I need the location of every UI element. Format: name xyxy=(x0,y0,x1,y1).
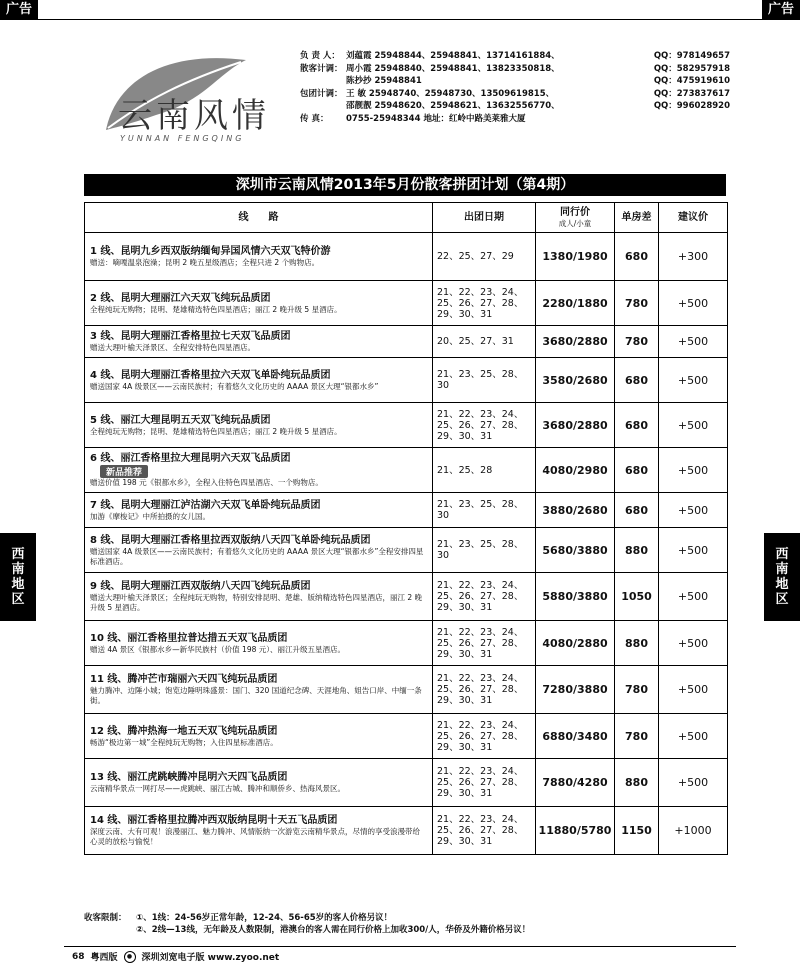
top-rule xyxy=(0,19,800,20)
route-cell xyxy=(85,621,433,666)
route-cell xyxy=(85,281,433,326)
contact-row xyxy=(300,88,730,101)
contact-value: 王 敏 25948740、25948730、13509619815、 xyxy=(346,88,555,99)
single-supplement: 680 xyxy=(615,493,659,528)
single-supplement: 880 xyxy=(615,528,659,573)
contact-qq: QQ：978149657 xyxy=(653,51,730,61)
departure-dates: 20、25、27、31 xyxy=(433,326,536,358)
departure-dates: 21、22、23、24、25、26、27、28、29、30、31 xyxy=(433,573,536,621)
contact-value: 陈抄抄 25948841 xyxy=(346,76,422,87)
route-name: 1 线、昆明九乡西双版纳缅甸异国风情六天双飞特价游 xyxy=(90,246,331,257)
contact-row xyxy=(300,50,730,63)
single-supplement: 680 xyxy=(615,358,659,403)
departure-dates: 21、22、23、24、25、26、27、28、29、30、31 xyxy=(433,666,536,714)
single-supplement: 880 xyxy=(615,621,659,666)
suggested-markup: +500 xyxy=(659,714,728,759)
suggested-markup: +1000 xyxy=(659,807,728,855)
departure-dates: 22、25、27、29 xyxy=(433,233,536,281)
table-row xyxy=(85,493,728,528)
table-row xyxy=(85,233,728,281)
table-row xyxy=(85,528,728,573)
route-name: 4 线、昆明大理丽江香格里拉六天双飞单卧纯玩品质团 xyxy=(90,369,331,381)
table-row xyxy=(85,714,728,759)
header-price-sub: 成人/小童 xyxy=(558,218,592,228)
suggested-markup: +500 xyxy=(659,281,728,326)
single-supplement: 780 xyxy=(615,666,659,714)
footer-rule xyxy=(64,946,736,947)
suggested-markup: +500 xyxy=(659,759,728,807)
single-supplement: 780 xyxy=(615,281,659,326)
route-desc: 赠送大理叶榆天泽景区；全程纯玩无购物，特别安排昆明、楚雄、版纳精选特色四星酒店，丽江 2 晚升级 5 星酒店。 xyxy=(90,593,423,612)
contact-row xyxy=(300,75,730,88)
route-desc: 赠送价值 198 元《银都水乡》，全程入住特色四星酒店、一个购物店。 xyxy=(90,478,323,487)
notes-label-spacer xyxy=(84,924,136,936)
route-desc: 魅力腾冲、边陲小城；饱览边陲明珠盛景：国门、320 国道纪念碑、天涯地角、姐告口岸、中缅一条街。 xyxy=(90,686,422,705)
contact-label: 负 责 人： xyxy=(300,51,340,61)
single-supplement: 880 xyxy=(615,759,659,807)
ad-tag-right: 广告 xyxy=(762,0,800,20)
trade-price: 5880/3880 xyxy=(536,573,615,621)
table-row xyxy=(85,573,728,621)
departure-dates: 21、23、25、28、30 xyxy=(433,493,536,528)
contact-value: 0755-25948344 地址：红岭中路美莱雅大厦 xyxy=(346,113,526,124)
route-cell xyxy=(85,448,433,493)
suggested-markup: +500 xyxy=(659,666,728,714)
contact-info xyxy=(300,50,730,126)
single-supplement: 780 xyxy=(615,326,659,358)
suggested-markup: +500 xyxy=(659,448,728,493)
route-cell xyxy=(85,493,433,528)
table-header-row xyxy=(85,203,728,233)
route-desc: 深度云南、大有可观！浪漫丽江、魅力腾冲、风情版纳一次游览云南精华景点，尽情的享受浪漫带给心灵的放松与愉悦！ xyxy=(90,827,420,846)
route-cell xyxy=(85,714,433,759)
route-name: 2 线、昆明大理丽江六天双飞纯玩品质团 xyxy=(90,292,271,304)
trade-price: 7280/3880 xyxy=(536,666,615,714)
region-tab-right xyxy=(764,533,800,621)
route-table xyxy=(84,202,728,855)
departure-dates: 21、23、25、28、30 xyxy=(433,528,536,573)
header-dates: 出团日期 xyxy=(433,203,536,233)
table-row xyxy=(85,666,728,714)
suggested-markup: +500 xyxy=(659,573,728,621)
logo-english-name: YUNNAN FENGQING xyxy=(120,134,245,143)
notes-row xyxy=(84,924,744,936)
header-price xyxy=(536,203,615,233)
contact-value: 周小霞 25948840、25948841、13823350818、 xyxy=(346,63,560,74)
region-char: 地 xyxy=(775,577,789,592)
header-price-label: 同行价 xyxy=(560,206,590,218)
region-char: 南 xyxy=(11,562,25,577)
trade-price: 4080/2880 xyxy=(536,621,615,666)
contact-label: 包团计调： xyxy=(300,88,343,99)
route-desc: 畅游“极边第一城”全程纯玩无购物；入住四星标准酒店。 xyxy=(90,737,278,747)
trade-price: 2280/1880 xyxy=(536,281,615,326)
table-row xyxy=(85,281,728,326)
notes-label: 收客限制： xyxy=(84,913,127,923)
route-name: 3 线、昆明大理丽江香格里拉七天双飞品质团 xyxy=(90,331,291,342)
suggested-markup: +500 xyxy=(659,621,728,666)
departure-dates: 21、22、23、24、25、26、27、28、29、30、31 xyxy=(433,281,536,326)
table-row xyxy=(85,358,728,403)
trade-price: 4080/2980 xyxy=(536,448,615,493)
route-name: 9 线、昆明大理丽江西双版纳八天四飞纯玩品质团 xyxy=(90,581,311,592)
route-cell xyxy=(85,807,433,855)
trade-price: 3580/2680 xyxy=(536,358,615,403)
ad-tag-left: 广告 xyxy=(0,0,38,20)
single-supplement: 680 xyxy=(615,403,659,448)
magazine-edition: 粤西版 xyxy=(90,953,118,963)
departure-dates: 21、23、25、28、30 xyxy=(433,358,536,403)
table-row xyxy=(85,621,728,666)
table-row xyxy=(85,403,728,448)
new-product-badge: 新品推荐 xyxy=(100,465,148,478)
route-name: 10 线、丽江香格里拉普达措五天双飞品质团 xyxy=(90,632,288,644)
page-title: 深圳市云南风情2013年5月份散客拼团计划（第4期） xyxy=(84,174,726,196)
contact-label xyxy=(300,75,346,88)
contact-row xyxy=(300,63,730,76)
route-desc: 全程纯玩无购物；昆明、楚雄精选特色四星酒店；丽江 2 晚升级 5 星酒店。 xyxy=(90,304,342,314)
page-number: 68 xyxy=(72,951,85,962)
header-route: 线 路 xyxy=(85,203,433,233)
route-desc: 赠送：嘀嘎温泉泡澡；昆明 2 晚五星级酒店；全程只进 2 个购物店。 xyxy=(90,258,320,267)
contact-label: 传 真： xyxy=(300,113,329,124)
table-row xyxy=(85,759,728,807)
trade-price: 3680/2880 xyxy=(536,403,615,448)
route-name: 13 线、丽江虎跳峡腾冲昆明六天四飞品质团 xyxy=(90,772,288,783)
region-char: 地 xyxy=(11,577,25,592)
region-char: 南 xyxy=(775,562,789,577)
route-name: 7 线、昆明大理丽江泸沽湖六天双飞单卧纯玩品质团 xyxy=(90,499,321,511)
route-name: 8 线、昆明大理丽江香格里拉西双版纳八天四飞单卧纯玩品质团 xyxy=(90,534,371,546)
notes-line: ②、2线—13线，无年龄及人数限制，港澳台的客人需在同行价格上加收300/人，华侨及外籍价格另议！ xyxy=(136,925,531,935)
notes-row xyxy=(84,912,744,924)
route-desc: 赠送大理叶榆天泽景区、全程安排特色四星酒店。 xyxy=(90,343,255,352)
header-suggest: 建议价 xyxy=(659,203,728,233)
single-supplement: 680 xyxy=(615,448,659,493)
region-char: 区 xyxy=(775,592,789,607)
region-char: 西 xyxy=(11,547,25,562)
contact-value: 刘蕴霞 25948844、25948841、13714161884、 xyxy=(346,51,560,61)
contact-label xyxy=(300,100,346,113)
route-cell xyxy=(85,528,433,573)
publisher-logo-icon: ● xyxy=(124,951,136,963)
route-desc: 加游《摩梭记》中所拍摄的女儿国。 xyxy=(90,511,210,521)
route-name: 5 线、丽江大理昆明五天双飞纯玩品质团 xyxy=(90,414,271,426)
contact-qq: QQ：475919610 xyxy=(653,76,730,87)
single-supplement: 780 xyxy=(615,714,659,759)
trade-price: 3680/2880 xyxy=(536,326,615,358)
departure-dates: 21、22、23、24、25、26、27、28、29、30、31 xyxy=(433,759,536,807)
contact-qq: QQ：273837617 xyxy=(653,88,730,99)
route-cell xyxy=(85,358,433,403)
route-desc: 全程纯玩无购物；昆明、楚雄精选特色四星酒店；丽江 2 晚升级 5 星酒店。 xyxy=(90,426,342,436)
table-row xyxy=(85,448,728,493)
route-name: 12 线、腾冲热海一地五天双飞纯玩品质团 xyxy=(90,725,278,737)
route-cell xyxy=(85,233,433,281)
trade-price: 3880/2680 xyxy=(536,493,615,528)
suggested-markup: +500 xyxy=(659,358,728,403)
contact-qq: QQ：582957918 xyxy=(653,63,730,74)
route-cell xyxy=(85,573,433,621)
notes-line: ①、1线：24-56岁正常年龄，12-24、56-65岁的客人价格另议！ xyxy=(136,913,393,923)
route-desc: 赠送国家 4A 级景区——云南民族村；有着悠久文化历史的 AAAA 景区大理“银都水乡” xyxy=(90,381,379,391)
route-name: 6 线、丽江香格里拉大理昆明六天双飞品质团 xyxy=(90,453,291,464)
departure-dates: 21、22、23、24、25、26、27、28、29、30、31 xyxy=(433,403,536,448)
booking-restrictions xyxy=(84,912,744,936)
route-cell xyxy=(85,666,433,714)
page-footer xyxy=(72,950,279,963)
website-text: 深圳刘宽电子版 www.zyoo.net xyxy=(141,953,280,963)
departure-dates: 21、22、23、24、25、26、27、28、29、30、31 xyxy=(433,714,536,759)
route-name: 11 线、腾冲芒市瑞丽六天四飞纯玩品质团 xyxy=(90,674,278,685)
contact-value: 邵靓靓 25948620、25948621、13632556770、 xyxy=(346,101,560,112)
table-row xyxy=(85,807,728,855)
route-cell xyxy=(85,403,433,448)
contact-qq: QQ：996028920 xyxy=(653,101,730,112)
contact-row xyxy=(300,100,730,113)
logo-chinese-name: 云南风情 xyxy=(118,96,270,136)
departure-dates: 21、22、23、24、25、26、27、28、29、30、31 xyxy=(433,621,536,666)
trade-price: 6880/3480 xyxy=(536,714,615,759)
route-desc: 赠送 4A 景区《银都水乡—新华民族村（价值 198 元）、丽江升级五星酒店。 xyxy=(90,644,346,654)
trade-price: 7880/4280 xyxy=(536,759,615,807)
contact-qq xyxy=(630,113,730,126)
contact-label: 散客计调： xyxy=(300,63,343,74)
route-name: 14 线、丽江香格里拉腾冲西双版纳昆明十天五飞品质团 xyxy=(90,815,338,826)
table-row xyxy=(85,326,728,358)
single-supplement: 1050 xyxy=(615,573,659,621)
route-cell xyxy=(85,759,433,807)
route-cell xyxy=(85,326,433,358)
company-logo xyxy=(96,40,286,148)
suggested-markup: +500 xyxy=(659,493,728,528)
region-char: 西 xyxy=(775,547,789,562)
trade-price: 5680/3880 xyxy=(536,528,615,573)
route-desc: 云南精华景点一网打尽——虎跳峡、丽江古城、腾冲和顺侨乡、热海风景区。 xyxy=(90,784,345,793)
suggested-markup: +500 xyxy=(659,528,728,573)
suggested-markup: +300 xyxy=(659,233,728,281)
region-tab-left xyxy=(0,533,36,621)
single-supplement: 680 xyxy=(615,233,659,281)
region-char: 区 xyxy=(11,592,25,607)
departure-dates: 21、22、23、24、25、26、27、28、29、30、31 xyxy=(433,807,536,855)
route-desc: 赠送国家 4A 级景区——云南民族村；有着悠久文化历史的 AAAA 景区大理“银都水乡”全程安排四星标准酒店。 xyxy=(90,546,424,566)
trade-price: 11880/5780 xyxy=(536,807,615,855)
suggested-markup: +500 xyxy=(659,326,728,358)
trade-price: 1380/1980 xyxy=(536,233,615,281)
contact-row xyxy=(300,113,730,126)
suggested-markup: +500 xyxy=(659,403,728,448)
single-supplement: 1150 xyxy=(615,807,659,855)
departure-dates: 21、25、28 xyxy=(433,448,536,493)
header-single: 单房差 xyxy=(615,203,659,233)
